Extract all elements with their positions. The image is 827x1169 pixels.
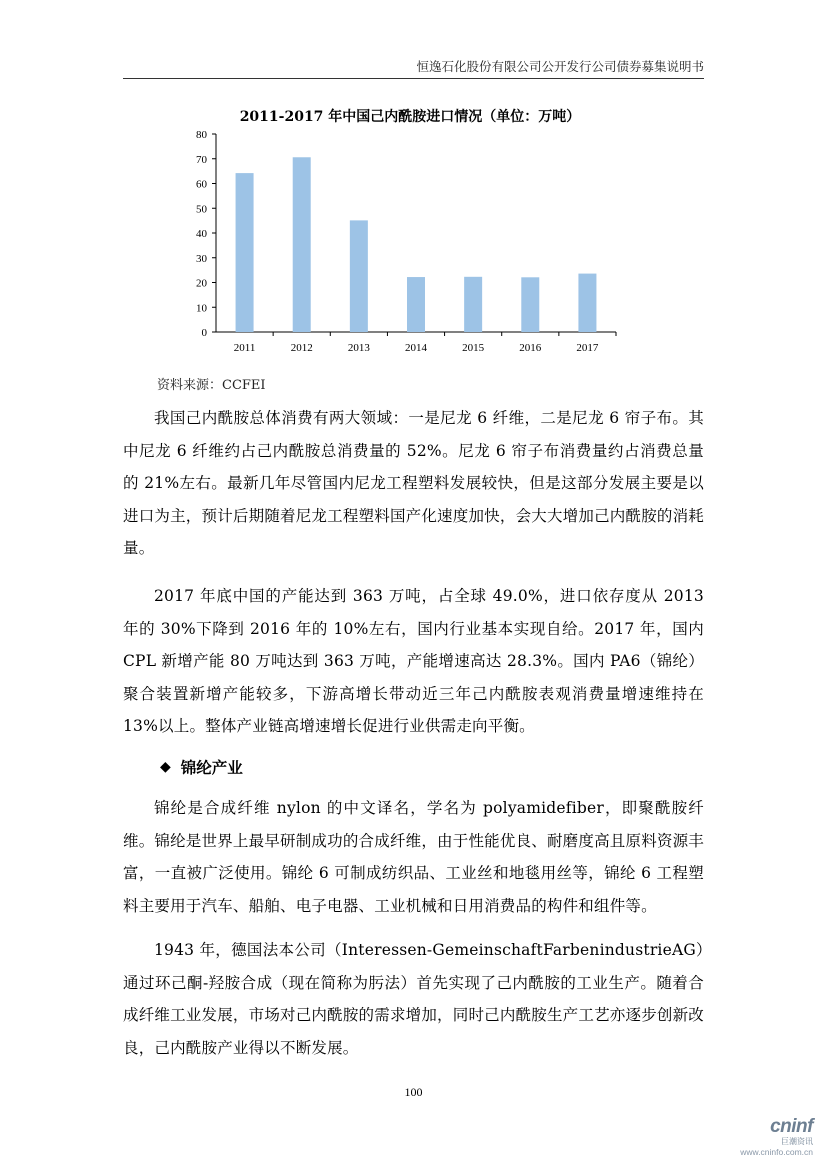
- paragraph-history: 1943 年，德国法本公司（Interessen-GemeinschaftFarbenindustrieAG）通过环己酮-羟胺合成（现在简称为肟法）首先实现了己内酰胺的工业生产。随着合成纤维工业发展，市场对己内酰胺的需求增加，同时己内酰胺生产工艺亦逐步创新改良，己内酰胺产业得以不断发展。: [123, 941, 704, 1057]
- bar-2013: [350, 220, 368, 332]
- bar-2011: [236, 173, 254, 332]
- y-tick-label: 30: [196, 252, 207, 265]
- bar-2016: [521, 277, 539, 332]
- x-tick-label: 2012: [290, 342, 313, 354]
- y-tick-label: 20: [196, 277, 207, 290]
- y-tick-label: 40: [196, 228, 207, 240]
- header-title: 恒逸石化股份有限公司公开发行公司债券募集说明书: [416, 59, 704, 74]
- section-title: 锦纶产业: [180, 758, 243, 777]
- chart-title: 2011-2017 年中国己内酰胺进口情况（单位：万吨）: [239, 109, 581, 125]
- logo-word: cninf: [770, 1116, 813, 1137]
- x-tick-label: 2016: [519, 342, 542, 354]
- y-tick-label: 60: [196, 178, 207, 191]
- x-tick-label: 2017: [576, 342, 599, 354]
- paragraph-consumption: 我国己内酰胺总体消费有两大领域：一是尼龙 6 纤维，二是尼龙 6 帘子布。其中尼龙 6 纤维约占己内酰胺总消费量的 52%。尼龙 6 帘子布消费量约占消费总量的 21%左右。最新几年尽管国内尼龙工程塑料发展较快，但是这部分发展主要是以进口为主，预计后期随着尼龙工程塑料国产化速度加快，会大大增加己内酰胺的消耗量。: [123, 409, 704, 557]
- section-heading: [160, 756, 243, 778]
- bar-2014: [407, 277, 425, 332]
- x-tick-label: 2015: [462, 342, 485, 354]
- import-bar-chart: [180, 126, 620, 358]
- logo-cn-text: 巨潮资讯: [781, 1137, 813, 1146]
- paragraph-nylon-intro: 锦纶是合成纤维 nylon 的中文译名，学名为 polyamidefiber，即聚酰胺纤维。锦纶是世界上最早研制成功的合成纤维，由于性能优良、耐磨度高且原料资源丰富，一直被广泛使用。锦纶 6 可制成纺织品、工业丝和地毯用丝等，锦纶 6 工程塑料主要用于汽车、船舶、电子电器、工业机械和日用消费品的构件和组件等。: [123, 799, 704, 915]
- page-header: [123, 56, 704, 79]
- x-tick-label: 2011: [233, 342, 256, 354]
- bar-2017: [578, 274, 596, 332]
- y-tick-label: 80: [196, 129, 207, 141]
- y-tick-label: 70: [196, 153, 207, 166]
- chart-source: 资料来源：CCFEI: [157, 378, 266, 393]
- cninfo-logo: [740, 1117, 813, 1157]
- bar-2015: [464, 277, 482, 332]
- paragraph-capacity: 2017 年底中国的产能达到 363 万吨，占全球 49.0%，进口依存度从 2013 年的 30%下降到 2016 年的 10%左右，国内行业基本实现自给。2017 年，国内 CPL 新增产能 80 万吨达到 363 万吨，产能增速高达 28.3%。国内 PA6（锦纶）聚合装置新增产能较多，下游高增长带动近三年己内酰胺表观消费量增速维持在 13%以上。整体产业链高增速增长促进行业供需走向平衡。: [123, 587, 704, 735]
- diamond-bullet-icon: ◆: [160, 759, 171, 775]
- logo-url: www.cninfo.com.cn: [740, 1147, 813, 1157]
- bar-2012: [293, 157, 311, 332]
- y-tick-label: 50: [196, 203, 207, 216]
- y-tick-label: 10: [196, 302, 207, 315]
- x-tick-label: 2014: [405, 342, 427, 354]
- page-number: 100: [404, 1085, 423, 1099]
- x-tick-label: 2013: [347, 342, 370, 354]
- y-tick-label: 0: [201, 327, 207, 339]
